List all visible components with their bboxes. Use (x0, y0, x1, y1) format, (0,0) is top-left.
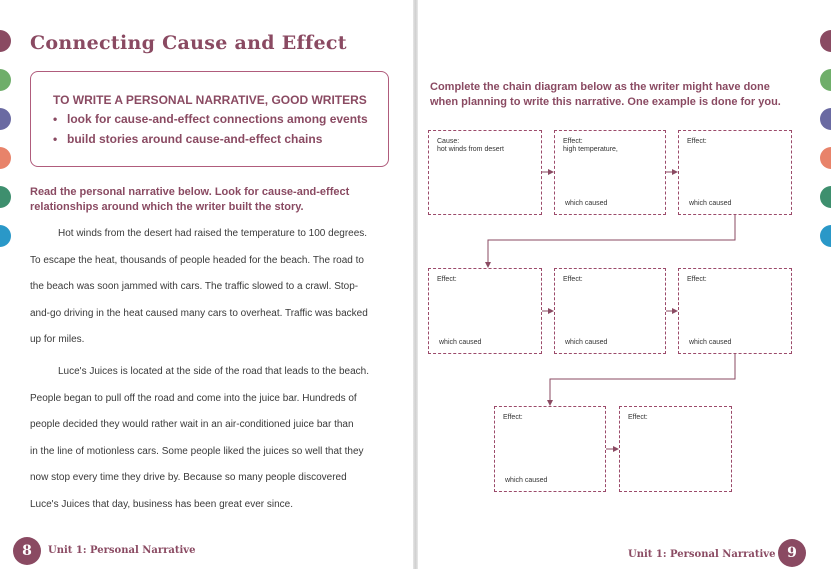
arrow-connector (550, 354, 735, 405)
strategy-bullet: • look for cause-and-effect connections among events (53, 109, 368, 129)
strategy-heading: TO WRITE A PERSONAL NARRATIVE, GOOD WRITERS (53, 93, 367, 107)
diagram-instructions: Complete the chain diagram below as the writer might have done when planning to write this narrative. One example is done for you. (430, 81, 781, 108)
strategy-bullet: • build stories around cause-and-effect chains (53, 129, 368, 149)
section-tab-1 (0, 30, 11, 52)
effect-box-5[interactable]: Effect: which caused (678, 268, 792, 354)
unit-footer: Unit 1: Personal Narrative (48, 545, 196, 556)
section-tab-5 (0, 186, 11, 208)
reading-instructions: Read the personal narrative below. Look for cause-and-effect relationships around which the writer built the story. (30, 186, 350, 213)
bullet-icon: • (53, 132, 58, 146)
narrative-paragraph-2: Luce's Juices is located at the side of the road that leads to the beach. People began to pull off the road and come into the juice bar. Hundreds of people decided they would rather wait in an air-conditioned juice bar than in the line of motionless cars. Some people liked the juices so well that they now stop every time they drive by. Because so many people discovered Luce's Juices that day, business has been great ever since. (30, 366, 369, 510)
chain-connectors (418, 0, 831, 569)
cause-box[interactable]: Cause: hot winds from desert (428, 130, 542, 215)
section-tab-6 (0, 225, 11, 247)
effect-box-1[interactable]: Effect: high temperature, which caused (554, 130, 666, 215)
page-number: 9 (778, 539, 806, 567)
bullet-icon: • (53, 112, 58, 126)
right-page (418, 0, 831, 569)
effect-box-7[interactable]: Effect: (619, 406, 732, 492)
page-number: 8 (13, 537, 41, 565)
page-title: Connecting Cause and Effect (30, 32, 347, 54)
strategy-list (53, 109, 368, 149)
arrow-connector (488, 215, 735, 267)
effect-box-6[interactable]: Effect: which caused (494, 406, 606, 492)
section-tab-4 (0, 147, 11, 169)
effect-box-2[interactable]: Effect: which caused (678, 130, 792, 215)
narrative-paragraph-1: Hot winds from the desert had raised the temperature to 100 degrees. To escape the heat, thousands of people headed for the beach. The road to the beach was soon jammed with cars. The traffic slowed to a crawl. Stop- and-go driving in the heat caused many cars to overheat. Traffic was backed up for miles. (30, 228, 368, 345)
strategy-box (30, 71, 389, 167)
unit-footer: Unit 1: Personal Narrative (628, 549, 776, 560)
section-tab-2 (0, 69, 11, 91)
section-tab-3 (0, 108, 11, 130)
effect-box-4[interactable]: Effect: which caused (554, 268, 666, 354)
left-page (0, 0, 413, 569)
effect-box-3[interactable]: Effect: which caused (428, 268, 542, 354)
